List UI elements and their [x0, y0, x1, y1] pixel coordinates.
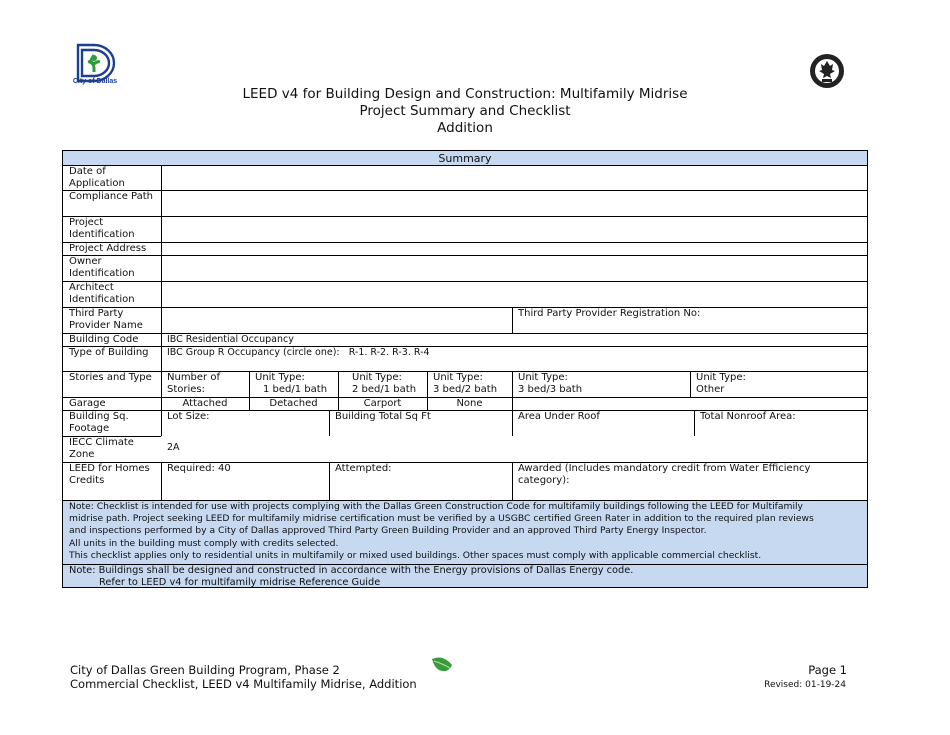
unit-type-label: Unit Type:: [696, 372, 746, 383]
label-leed-credits: LEED for Homes Credits: [69, 463, 150, 486]
unit-type-value: Other: [696, 384, 725, 395]
unit-type-2bed-1bath-field[interactable]: [338, 371, 427, 397]
garage-option-detached[interactable]: Detached: [269, 398, 318, 409]
unit-type-3bed-3bath-field[interactable]: [512, 371, 690, 397]
label-third-party-provider-name: Third Party Provider Name: [69, 308, 143, 331]
label-stories-and-type: Stories and Type: [69, 372, 152, 383]
note-line: All units in the building must comply with credits selected.: [69, 537, 339, 549]
awarded-credits-field[interactable]: Awarded (Includes mandatory credit from Water Efficiency category):: [518, 463, 811, 486]
note-line: Refer to LEED v4 for multifamily midrise Reference Guide: [99, 577, 381, 587]
unit-type-label: Unit Type:: [433, 372, 483, 383]
note-line: Note: Buildings shall be designed and constructed in accordance with the Energy provisions of Dallas Energy code.: [69, 565, 634, 576]
compliance-path-field[interactable]: [161, 190, 867, 216]
unit-type-value: 3 bed/2 bath: [433, 384, 498, 395]
note-energy: [63, 565, 867, 587]
unit-type-value: 3 bed/3 bath: [518, 384, 583, 395]
garage-option-none[interactable]: None: [456, 398, 483, 409]
label-compliance-path: Compliance Path: [69, 191, 154, 202]
label-garage: Garage: [69, 398, 106, 409]
project-identification-field[interactable]: [161, 216, 867, 242]
number-of-stories-label: Number of Stories:: [167, 372, 220, 395]
label-owner-identification: Owner Identification: [69, 256, 135, 279]
leaf-icon: [431, 656, 453, 674]
label-building-code: Building Code: [69, 334, 139, 345]
document-variant: Addition: [437, 120, 493, 136]
date-of-application-field[interactable]: [161, 165, 867, 190]
project-address-field[interactable]: [161, 242, 867, 255]
unit-type-label: Unit Type:: [255, 372, 305, 383]
label-project-address: Project Address: [69, 243, 147, 254]
label-date-of-application: Date of Application: [69, 166, 125, 189]
note-checklist: [63, 501, 867, 564]
owner-identification-field[interactable]: [161, 255, 867, 281]
label-type-of-building: Type of Building: [69, 347, 149, 358]
summary-heading: Summary: [63, 151, 867, 165]
summary-table: [62, 150, 868, 588]
unit-type-label: Unit Type:: [352, 372, 402, 383]
label-building-sq-footage: Building Sq. Footage: [69, 411, 129, 434]
lot-size-field[interactable]: Lot Size:: [167, 411, 210, 422]
area-under-roof-field[interactable]: Area Under Roof: [518, 411, 600, 422]
document-subtitle: Project Summary and Checklist: [359, 103, 571, 119]
required-credits-field[interactable]: Required: 40: [167, 463, 231, 474]
total-nonroof-area-field[interactable]: Total Nonroof Area:: [700, 411, 796, 422]
note-line: This checklist applies only to residential units in multifamily or mixed used buildings. Other spaces must comply with applicable commercial checklist.: [69, 549, 762, 561]
garage-option-carport[interactable]: Carport: [363, 398, 402, 409]
attempted-credits-field[interactable]: Attempted:: [335, 463, 392, 474]
document-title: LEED v4 for Building Design and Construction: Multifamily Midrise: [242, 86, 688, 102]
logo-caption: City of Dallas: [72, 78, 118, 85]
unit-type-3bed-2bath-field[interactable]: [427, 371, 512, 397]
building-total-sqft-field[interactable]: Building Total Sq Ft: [335, 411, 431, 422]
footer-checklist-name: Commercial Checklist, LEED v4 Multifamily Midrise, Addition: [70, 677, 417, 691]
label-architect-identification: Architect Identification: [69, 282, 135, 305]
building-code-value[interactable]: IBC Residential Occupancy: [167, 334, 294, 345]
unit-type-value: 1 bed/1 bath: [263, 384, 328, 395]
usgbc-leed-seal-icon: [809, 53, 845, 89]
architect-identification-field[interactable]: [161, 281, 867, 307]
note-line: Note: Checklist is intended for use with projects complying with the Dallas Green Construction Code for multifamily buildings following the LEED for Multifamily: [69, 501, 803, 512]
iecc-climate-zone-value[interactable]: 2A: [161, 436, 867, 462]
label-iecc-climate-zone: IECC Climate Zone: [69, 437, 134, 460]
unit-type-value: 2 bed/1 bath: [352, 384, 417, 395]
page-number: Page 1: [808, 663, 847, 677]
number-of-stories-field[interactable]: [161, 371, 249, 397]
unit-type-other-field[interactable]: [690, 371, 867, 397]
note-line: and inspections performed by a City of Dallas approved Third Party Green Building Provider and an approved Third Party Energy Inspector.: [69, 525, 707, 537]
third-party-provider-name-field[interactable]: [161, 307, 512, 333]
footer-program: City of Dallas Green Building Program, Phase 2: [70, 663, 340, 677]
revised-date: Revised: 01-19-24: [764, 680, 846, 690]
type-of-building-value[interactable]: IBC Group R Occupancy (circle one): R-1. R-2. R-3. R-4: [167, 347, 430, 358]
unit-type-label: Unit Type:: [518, 372, 568, 383]
third-party-registration-field[interactable]: Third Party Provider Registration No:: [518, 308, 701, 319]
unit-type-1bed-1bath-field[interactable]: [249, 371, 338, 397]
garage-option-attached[interactable]: Attached: [182, 398, 228, 409]
note-line: midrise path. Project seeking LEED for multifamily midrise certification must be verified by a USGBC certified Green Rater in addition to the required plan reviews: [69, 513, 814, 525]
label-project-identification: Project Identification: [69, 217, 135, 240]
